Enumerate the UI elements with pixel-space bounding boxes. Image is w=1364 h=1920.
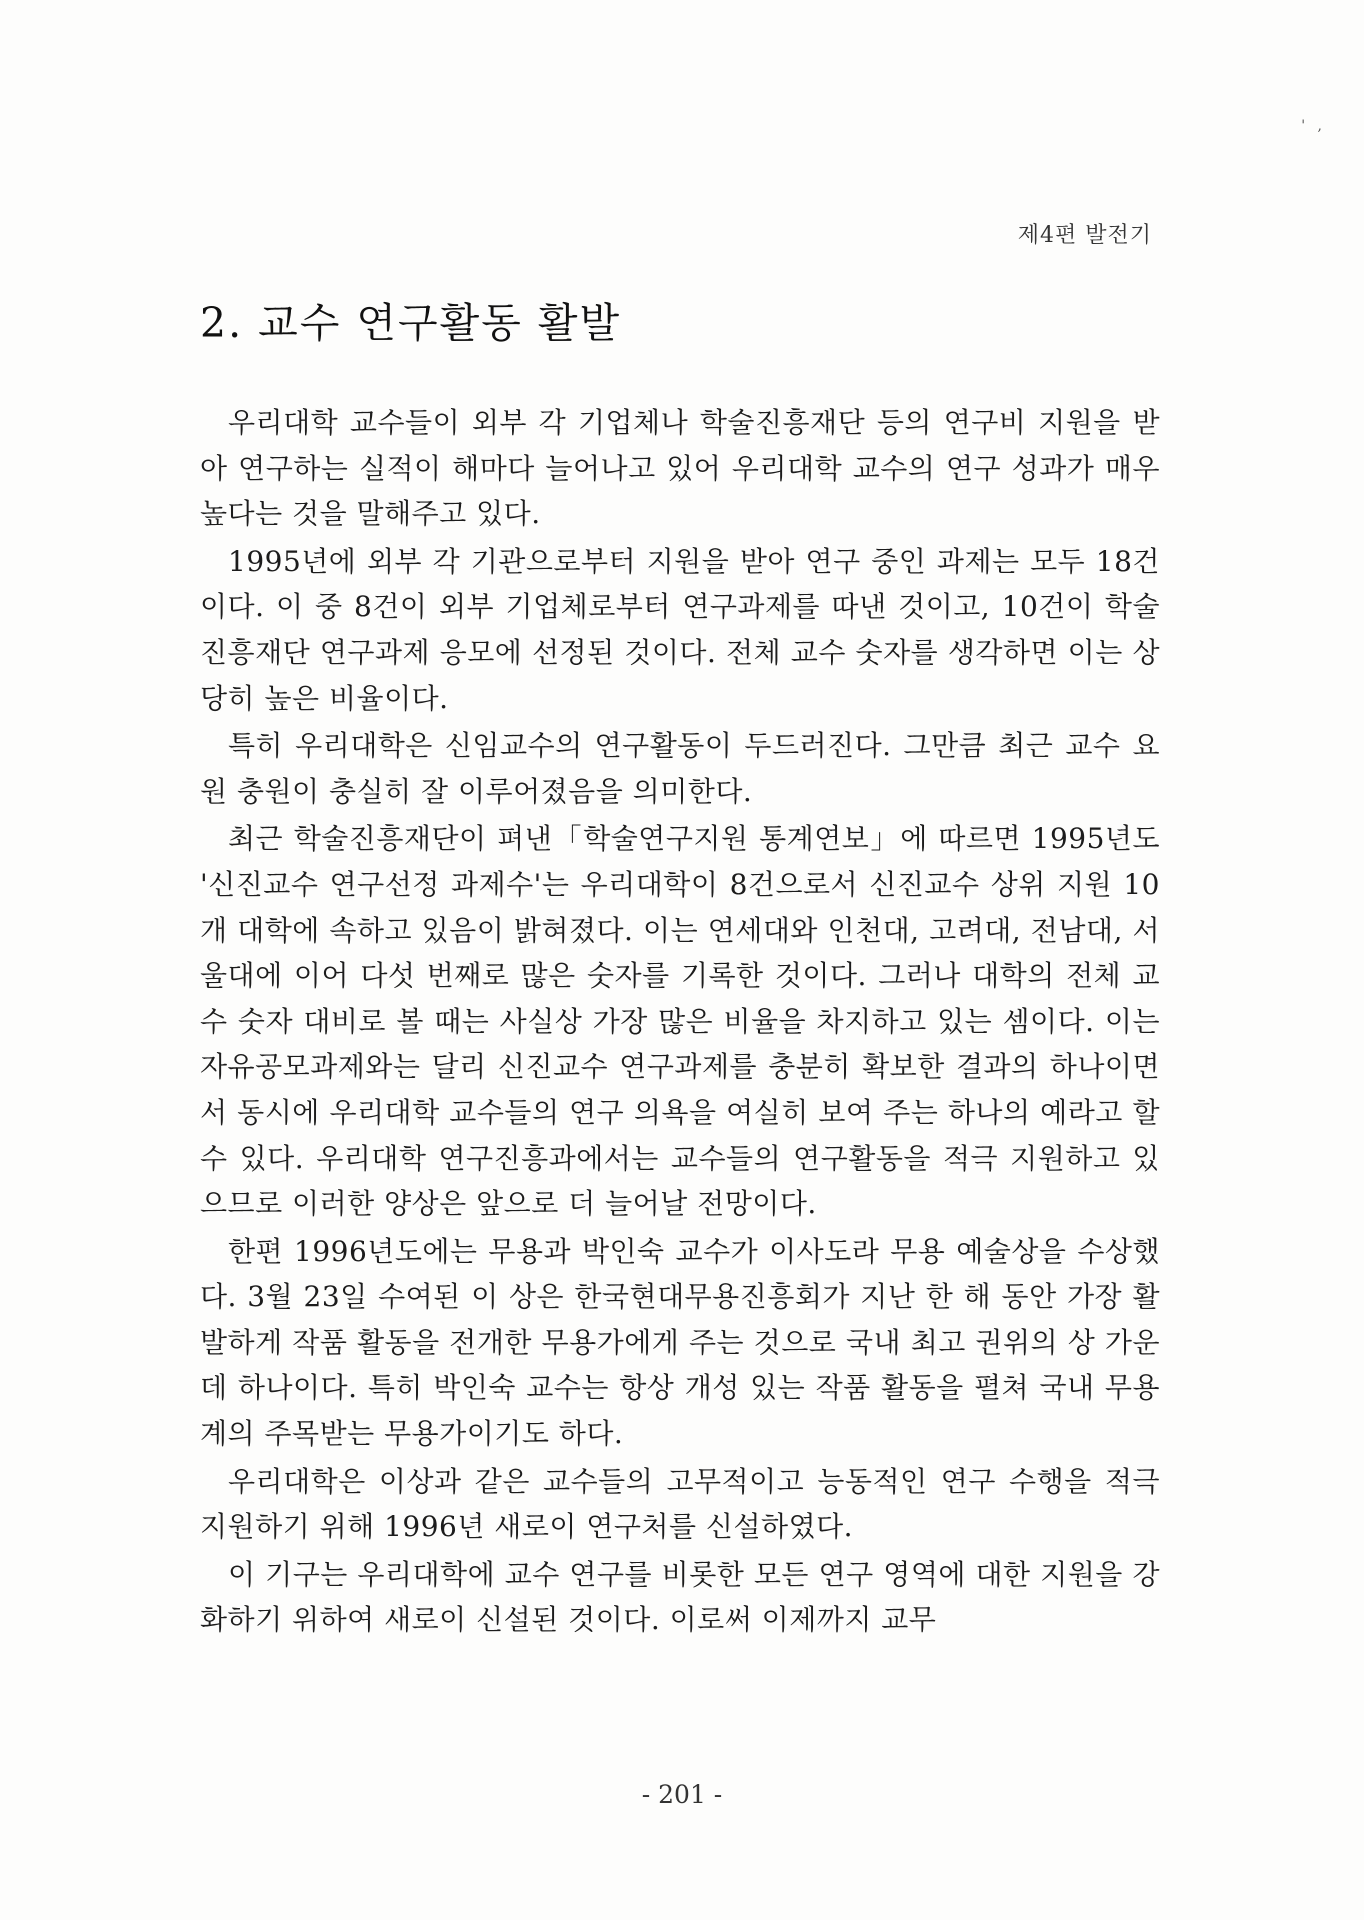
paragraph: 1995년에 외부 각 기관으로부터 지원을 받아 연구 중인 과제는 모두 18건이다. 이 중 8건이 외부 기업체로부터 연구과제를 따낸 것이고, 10건이 학술진흥재단 연구과제 응모에 선정된 것이다. 전체 교수 숫자를 생각하면 이는 상당히 높은 비율이다. — [200, 544, 1160, 715]
paragraph: 최근 학술진흥재단이 펴낸「학술연구지원 통계연보」에 따르면 1995년도 '신진교수 연구선정 과제수'는 우리대학이 8건으로서 신진교수 상위 지원 10개 대학에 속하고 있음이 밝혀졌다. 이는 연세대와 인천대, 고려대, 전남대, 서울대에 이어 다섯 번째로 많은 숫자를 기록한 것이다. 그러나 대학의 전체 교수 숫자 대비로 볼 때는 사실상 가장 많은 비율을 차지하고 있는 셈이다. 이는 자유공모과제와는 달리 신진교수 연구과제를 충분히 확보한 결과의 하나이면서 동시에 우리대학 교수들의 연구 의욕을 여실히 보여 주는 하나의 예라고 할 수 있다. 우리대학 연구진흥과에서는 교수들의 연구활동을 적극 지원하고 있으므로 이러한 양상은 앞으로 더 늘어날 전망이다. — [200, 822, 1160, 1221]
paragraph: 한편 1996년도에는 무용과 박인숙 교수가 이사도라 무용 예술상을 수상했다. 3월 23일 수여된 이 상은 한국현대무용진흥회가 지난 한 해 동안 가장 활발하게 작품 활동을 전개한 무용가에게 주는 것으로 국내 최고 권위의 상 가운데 하나이다. 특히 박인숙 교수는 항상 개성 있는 작품 활동을 펼쳐 국내 무용계의 주목받는 무용가이기도 하다. — [200, 1234, 1160, 1451]
paragraph: 특히 우리대학은 신임교수의 연구활동이 두드러진다. 그만큼 최근 교수 요원 충원이 충실히 잘 이루어졌음을 의미한다. — [200, 729, 1160, 808]
body-text — [200, 400, 1160, 1645]
running-header: 제4편 발전기 — [1017, 223, 1152, 248]
paragraph: 우리대학은 이상과 같은 교수들의 고무적이고 능동적인 연구 수행을 적극 지원하기 위해 1996년 새로이 연구처를 신설하였다. — [200, 1464, 1160, 1544]
scan-speck: ' , — [1301, 118, 1326, 134]
section-title: 2. 교수 연구활동 활발 — [200, 299, 622, 347]
paragraph: 이 기구는 우리대학에 교수 연구를 비롯한 모든 연구 영역에 대한 지원을 강화하기 위하여 새로이 신설된 것이다. 이로써 이제까지 교무 — [200, 1557, 1160, 1637]
paragraph: 우리대학 교수들이 외부 각 기업체나 학술진흥재단 등의 연구비 지원을 받아 연구하는 실적이 해마다 늘어나고 있어 우리대학 교수의 연구 성과가 매우 높다는 것을 말해주고 있다. — [200, 406, 1160, 531]
page-number: - 201 - — [641, 1780, 723, 1809]
